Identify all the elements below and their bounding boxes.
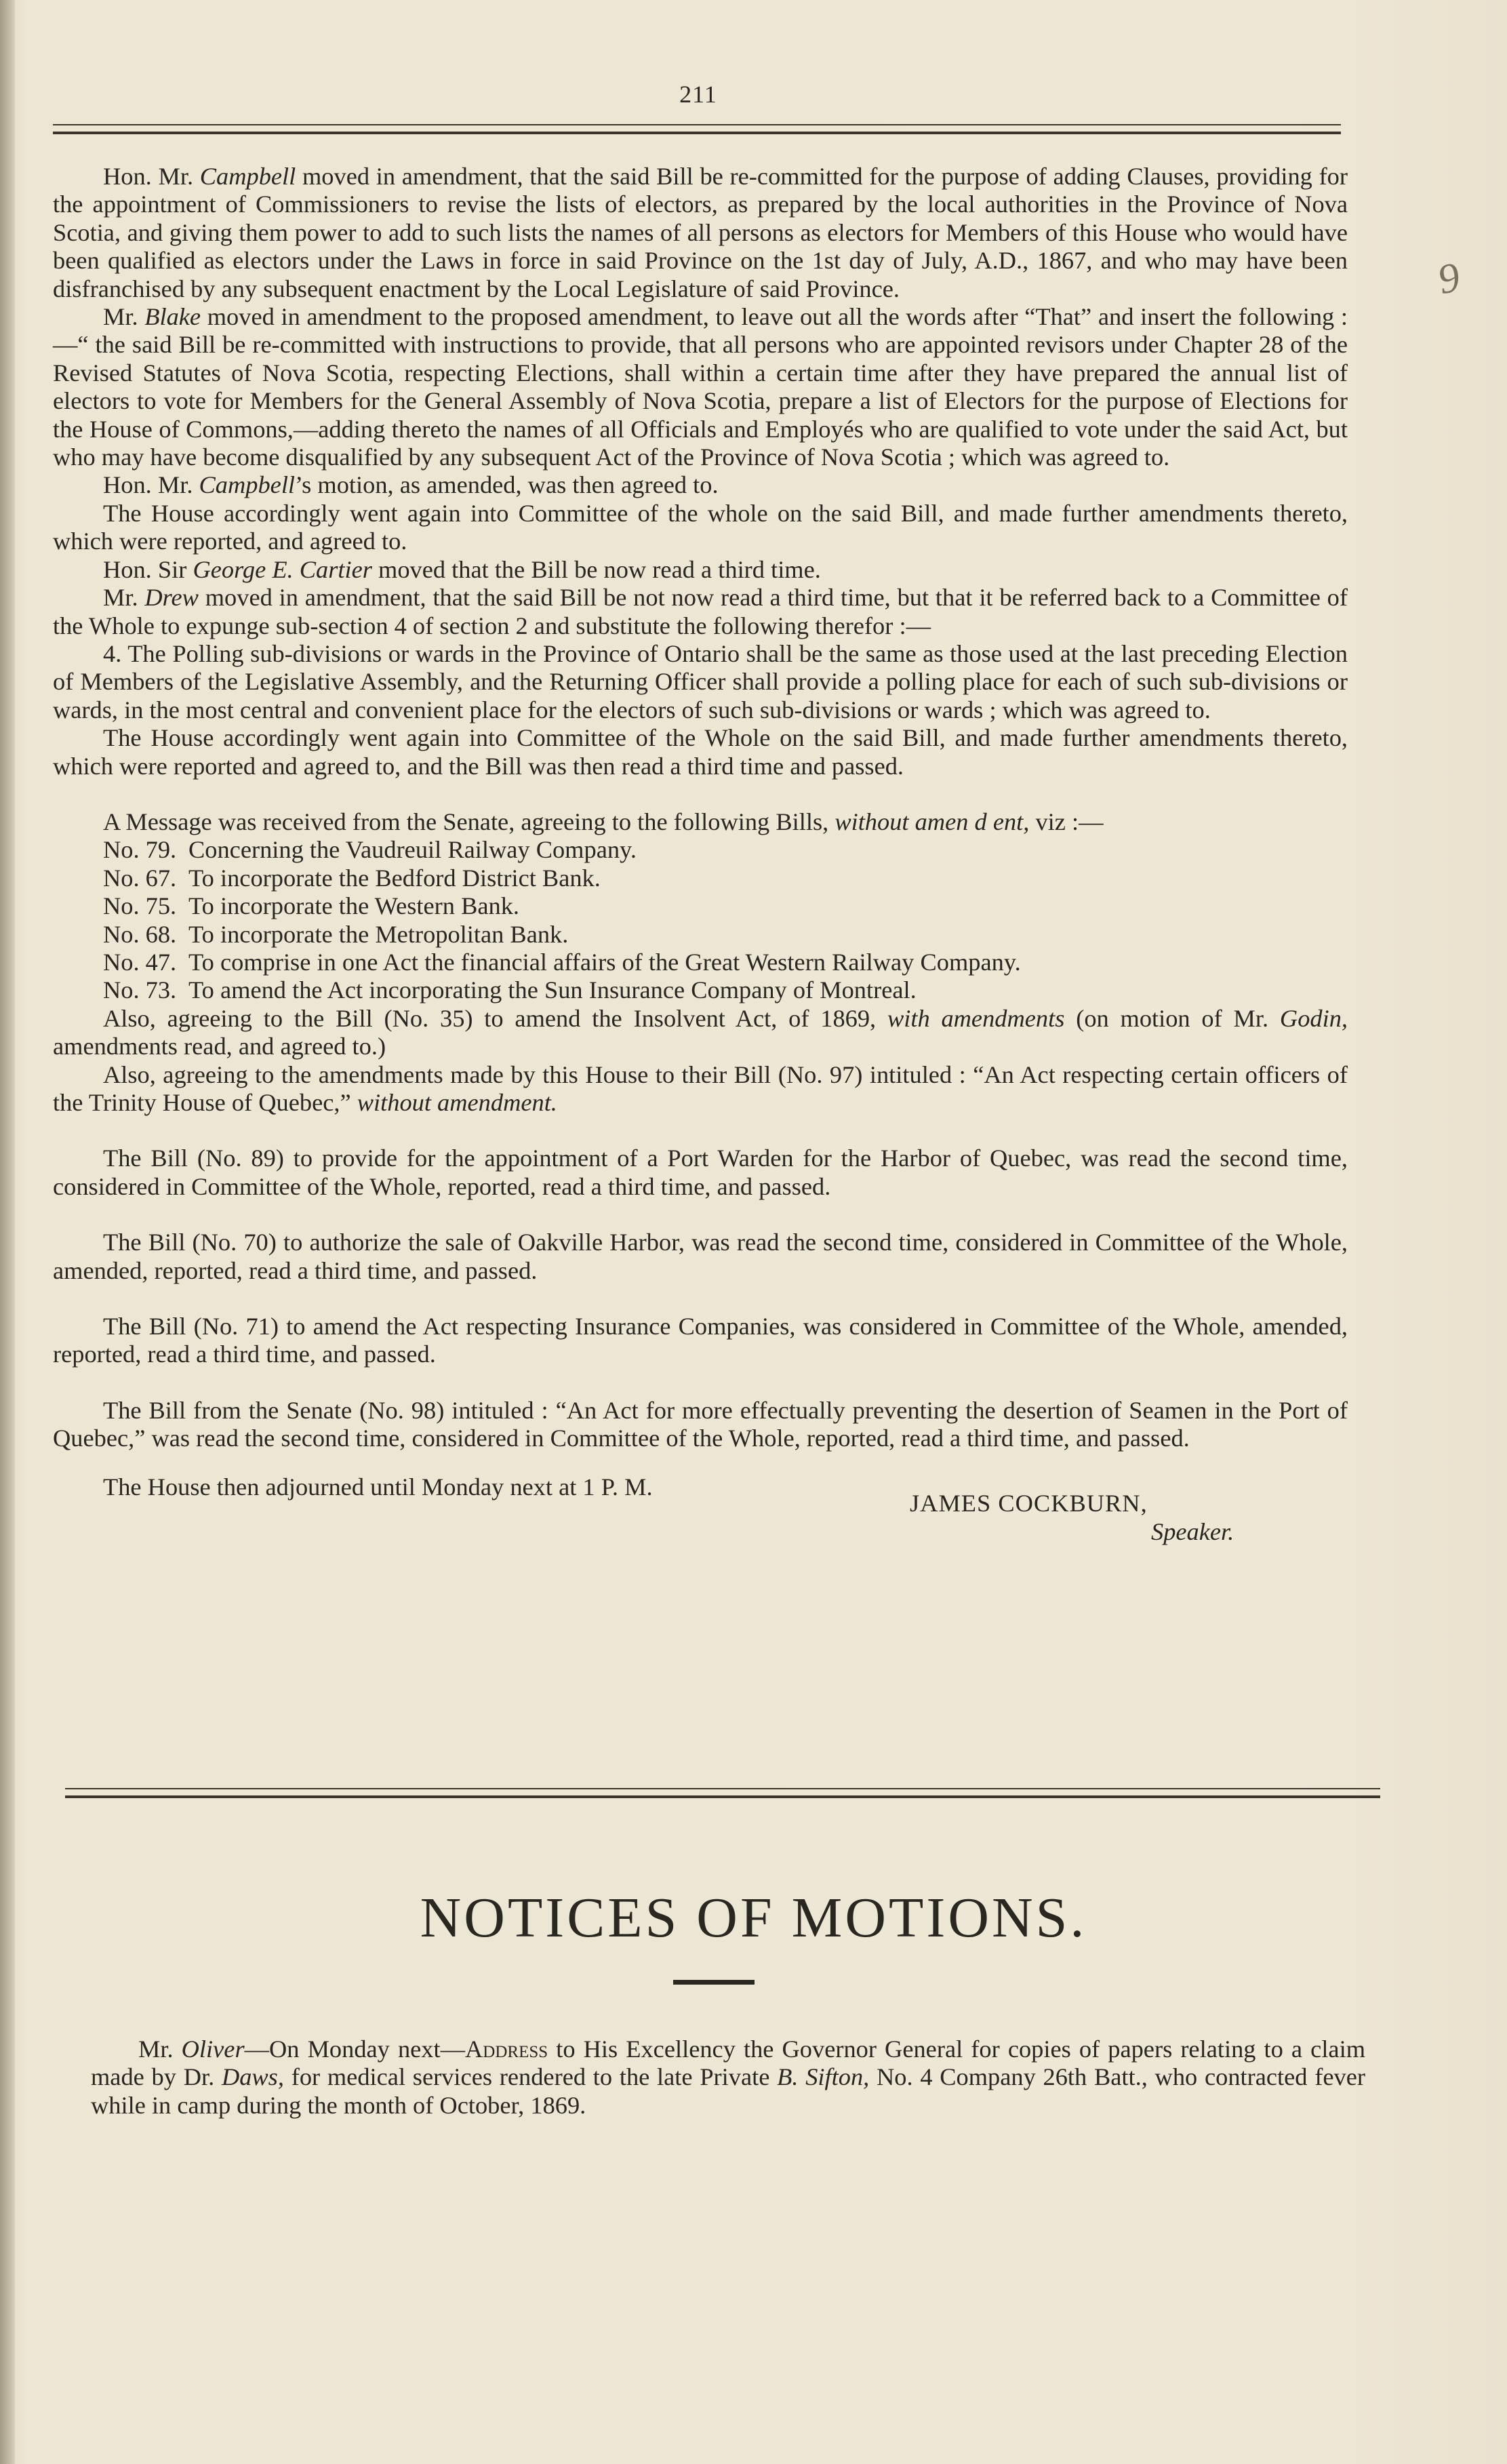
header-rule — [53, 124, 1341, 134]
speaker-title: Speaker. — [1151, 1517, 1234, 1545]
section-divider-rule — [65, 1788, 1380, 1798]
section-title: NOTICES OF MOTIONS. — [420, 1886, 1087, 1949]
title-underline — [673, 1980, 755, 1985]
adjournment-text: The House then adjourned until Monday next at 1 P. M. — [103, 1473, 653, 1501]
adjournment-block — [53, 1473, 1348, 1555]
paragraph-campbell-amendment: Hon. Mr. Campbell moved in amendment, that the said Bill be re-committed for the purpose of adding Clauses, providing for the appointment of Commissioners to revise the lists of electors, as prepared by the local authorities in the Province of Nova Scotia, and giving them power to add to such lists the names of all persons as electors for Members of this House who would have been qualified as electors under the Laws in force in said Province on the 1st day of July, A.D., 1867, and who may have been disfranchised by any subsequent enactment by the Local Legislature of said Province. — [53, 163, 1348, 302]
paragraph-polling-subdivisions: 4. The Polling sub-divisions or wards in the Province of Ontario shall be the same as those used at the last preceding Election of Members of the Legislative Assembly, and the Returning Officer shall provide a polling place for each of such sub-divisions or wards, in the most central and convenient place for the electors of such sub-divisions or wards ; which was agreed to. — [53, 639, 1348, 723]
paragraph-bill-89: The Bill (No. 89) to provide for the appointment of a Port Warden for the Harbor of Quebec, was read the second time, considered in Committee of the Whole, reported, read a third time, and passed. — [53, 1145, 1348, 1200]
list-item: No. 68. To incorporate the Metropolitan Bank. — [103, 920, 569, 948]
page-number: 211 — [679, 81, 717, 108]
paragraph-insolvent-act: Also, agreeing to the Bill (No. 35) to amend the Insolvent Act, of 1869, with amendments (on motion of Mr. Godin, amendments read, and agreed to.) — [53, 1004, 1348, 1060]
list-item: No. 79. Concerning the Vaudreuil Railway Company. — [103, 836, 637, 864]
paragraph-bill-70: The Bill (No. 70) to authorize the sale of Oakville Harbor, was read the second time, considered in Committee of the Whole, amended, reported, read a third time, and passed. — [53, 1229, 1348, 1284]
margin-handwritten-note: 9 — [1434, 254, 1464, 304]
paragraph-senate-message: A Message was received from the Senate, agreeing to the following Bills, without amen d ent, viz :— — [103, 808, 1104, 835]
paragraph-drew-amendment: Mr. Drew moved in amendment, that the said Bill be not now read a third time, but that it be referred back to a Committee of the Whole to expunge sub-section 4 of section 2 and substitute the following therefor :— — [53, 584, 1348, 639]
paragraph-cartier-motion: Hon. Sir George E. Cartier moved that the Bill be now read a third time. — [103, 555, 821, 583]
paragraph-third-reading: The House accordingly went again into Committee of the Whole on the said Bill, and made further amendments thereto, which were reported and agreed to, and the Bill was then read a third time and passed. — [53, 724, 1348, 780]
speaker-name: JAMES COCKBURN, — [910, 1489, 1148, 1517]
paragraph-blake-amendment: Mr. Blake moved in amendment to the proposed amendment, to leave out all the words after “That” and insert the following :—“ the said Bill be re-committed with instructions to provide, that all persons who are appointed revisors under Chapter 28 of the Revised Statutes of Nova Scotia, respecting Elections, shall within a certain time after they have prepared the annual list of electors to vote for Members for the General Assembly of Nova Scotia, prepare a list of Electors for the purpose of Elections for the House of Commons,—adding thereto the names of all Officials and Employés who are qualified to vote under the said Act, but who may have become disqualified by any subsequent Act of the Province of Nova Scotia ; which was agreed to. — [53, 303, 1348, 471]
paragraph-committee: The House accordingly went again into Committee of the whole on the said Bill, and made further amendments thereto, which were reported, and agreed to. — [53, 499, 1348, 555]
paragraph-bill-71: The Bill (No. 71) to amend the Act respecting Insurance Companies, was considered in Committee of the Whole, amended, reported, read a third time, and passed. — [53, 1313, 1348, 1368]
list-item: No. 47. To comprise in one Act the financial affairs of the Great Western Railway Company. — [103, 948, 1021, 976]
paragraph-campbell-motion: Hon. Mr. Campbell’s motion, as amended, was then agreed to. — [103, 471, 719, 499]
paragraph-bill-98: The Bill from the Senate (No. 98) intituled : “An Act for more effectually preventing the desertion of Seamen in the Port of Quebec,” was read the second time, considered in Committee of the Whole, reported, read a third time, and passed. — [53, 1396, 1348, 1452]
list-item: No. 75. To incorporate the Western Bank. — [103, 892, 520, 920]
list-item: No. 67. To incorporate the Bedford District Bank. — [103, 864, 601, 892]
notice-of-motion — [91, 2035, 1365, 2120]
senate-bill-list — [53, 836, 1348, 1004]
paragraph-trinity-house: Also, agreeing to the amendments made by this House to their Bill (No. 97) intituled : “An Act respecting certain officers of the Trinity House of Quebec,” without amendment. — [53, 1060, 1348, 1116]
list-item: No. 73. To amend the Act incorporating the Sun Insurance Company of Montreal. — [103, 976, 917, 1004]
notice-paragraph: Mr. Oliver—On Monday next—Address to His Excellency the Governor General for copies of papers relating to a claim made by Dr. Daws, for medical services rendered to the late Private B. Sifton, No. 4 Company 26th Batt., who contracted fever while in camp during the month of October, 1869. — [91, 2035, 1365, 2119]
proceedings-text — [53, 163, 1348, 1555]
page-binding-edge — [0, 0, 15, 2464]
